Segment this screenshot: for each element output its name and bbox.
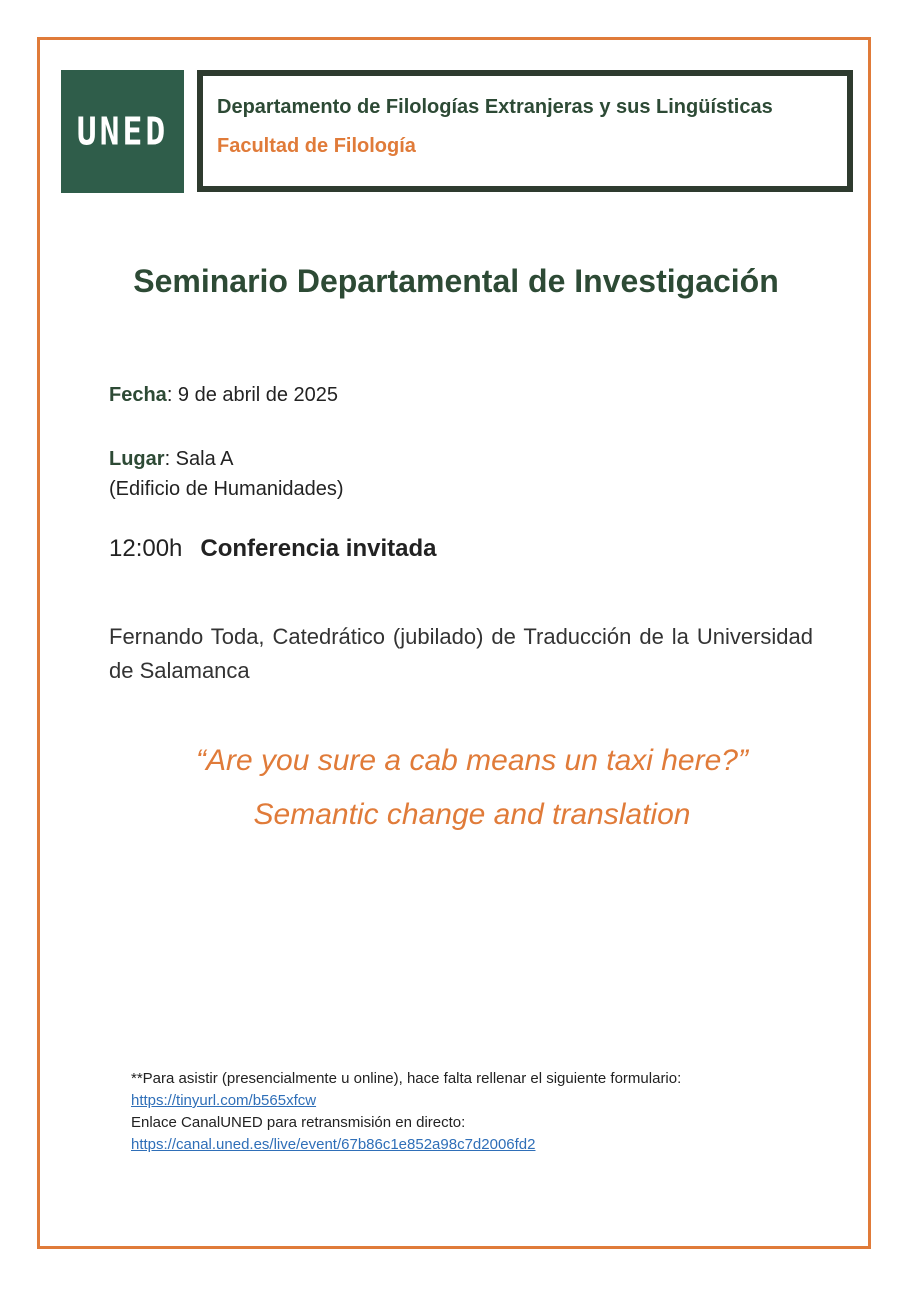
date-line bbox=[109, 384, 338, 407]
header-box bbox=[197, 70, 853, 192]
talk-title-line1: “Are you sure a cab means un taxi here?” bbox=[196, 744, 748, 777]
uned-logo-text: UNED bbox=[76, 109, 169, 154]
session-row bbox=[109, 535, 436, 563]
place-value: : Sala A bbox=[164, 448, 234, 470]
talk-title-line2: Semantic change and translation bbox=[253, 798, 691, 831]
seminar-title: Seminario Departamental de Investigación bbox=[133, 263, 779, 299]
date-label: Fecha bbox=[109, 384, 167, 406]
place-building: (Edificio de Humanidades) bbox=[109, 478, 344, 500]
uned-logo bbox=[61, 70, 184, 193]
stream-link[interactable]: https://canal.uned.es/live/event/67b86c1e852a98c7d2006fd2 bbox=[131, 1136, 536, 1153]
talk-title bbox=[0, 734, 912, 842]
registration-link[interactable]: https://tinyurl.com/b565xfcw bbox=[131, 1092, 317, 1109]
session-title: Conferencia invitada bbox=[200, 535, 437, 562]
stream-text: Enlace CanalUNED para retransmisión en directo: bbox=[131, 1114, 466, 1131]
place-block bbox=[109, 444, 344, 504]
footer-notes bbox=[131, 1068, 681, 1156]
session-time: 12:00h bbox=[109, 535, 183, 562]
registration-text: **Para asistir (presencialmente u online), hace falta rellenar el siguiente formulario: bbox=[131, 1070, 682, 1087]
department-name: Departamento de Filologías Extranjeras y sus Lingüísticas bbox=[217, 96, 773, 118]
faculty-name: Facultad de Filología bbox=[217, 135, 416, 157]
speaker-info: Fernando Toda, Catedrático (jubilado) de Traducción de la Universidad de Salamanca bbox=[109, 624, 813, 683]
date-value: : 9 de abril de 2025 bbox=[166, 384, 339, 406]
place-label: Lugar bbox=[109, 448, 165, 470]
place-line bbox=[109, 444, 344, 474]
